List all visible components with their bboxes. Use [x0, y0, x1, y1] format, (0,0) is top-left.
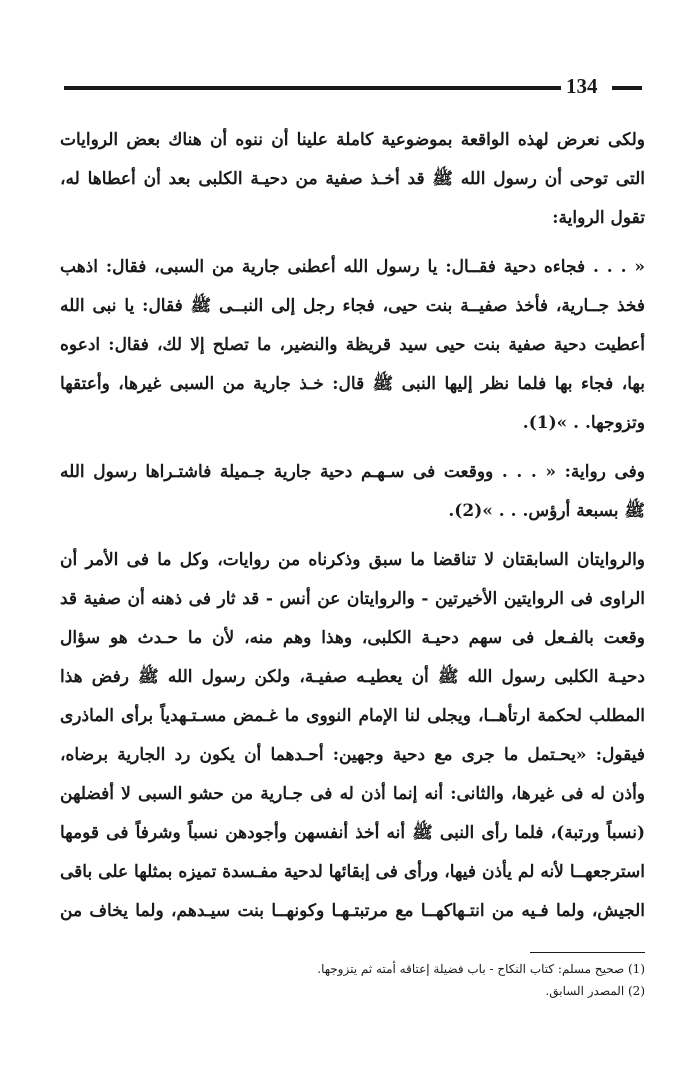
text-line: أعطيت دحية صفية بنت حيى سيد قريظة والنضير، ما تصلح إلا لك، فقال: ادعوه	[60, 335, 645, 355]
text-line: تقول الرواية:	[552, 208, 645, 228]
text-line: بها، فجاء بها فلما نظر إليها النبى ﷺ قال: خـذ جارية من السبى غيرها، وأعتقها	[60, 374, 645, 394]
paragraph-intro	[60, 121, 645, 238]
text-line: ﷺ بسبعة أرؤس. . . »(2).	[448, 501, 645, 521]
footnotes	[60, 958, 645, 1002]
text-line: الجيش، ولما فـيه من انتـهاكهــا مع مرتبتـهـا وكونهــا بنت سيـدهم، ولما يخاف من	[60, 901, 645, 921]
text-line: والروايتان السابقتان لا تناقضا ما سبق وذكرناه من روايات، وكل ما فى الأمر أن	[60, 550, 645, 570]
footnote-1: (1) صحيح مسلم: كتاب النكاح - باب فضيلة إعتاقه أمته ثم يتزوجها.	[317, 962, 645, 976]
text-line: الراوى فى الروايتين الأخيرتين - والروايتان عن أنس - قد ثار فى ذهنه أن صفية قد	[60, 589, 645, 609]
text-line: فيقول: «يحـتمل ما جرى مع دحية وجهين: أحـدهما أن يكون رد الجارية برضاه،	[60, 745, 645, 765]
main-text	[60, 121, 645, 931]
text-line: (نسباً ورتبة)، فلما رأى النبى ﷺ أنه أخذ أنفسهن وأجودهن نسباً وشرفاً فى قومها	[60, 823, 645, 843]
text-line: استرجعهــا لأنه لم يأذن فيها، ورأى فى إبقائها لدحية مفـسدة تميزه بمثلها على باقى	[60, 862, 645, 882]
text-line: ولكى نعرض لهذه الواقعة بموضوعية كاملة علينا أن ننوه أن هناك بعض الروايات	[60, 130, 645, 150]
text-line: التى توحى أن رسول الله ﷺ قد أخـذ صفية من دحيـة الكلبى بعد أن أعطاها له،	[60, 169, 645, 189]
text-line: المطلب لحكمة ارتأهــا، ويجلى لنا الإمام النووى ما غـمض مسـتـهدياً برأى الماذرى	[60, 706, 645, 726]
text-line: دحيـة الكلبى رسول الله ﷺ أن يعطيـه صفيـة، ولكن رسول الله ﷺ رفض هذا	[60, 667, 645, 687]
text-line: وأذن له فى غيرها، والثانى: أنه إنما أذن له فى جـارية من حشو السبى لا أفضلهن	[60, 784, 645, 804]
header-rule-left	[64, 86, 561, 90]
paragraph-quote-1	[60, 248, 645, 443]
page-number: 134	[566, 74, 598, 98]
header-rule-right	[612, 86, 642, 90]
paragraph-quote-2	[60, 453, 645, 531]
paragraph-discussion	[60, 541, 645, 931]
text-line: وفى رواية: « . . . ووقعت فى سـهـم دحية جارية جـميلة فاشتـراها رسول الله	[60, 462, 645, 482]
text-line: « . . . فجاءه دحية فقــال: يا رسول الله أعطنى جارية من السبى، فقال: اذهب	[60, 257, 645, 277]
text-line: فخذ جــارية، فأخذ صفيــة بنت حيى، فجاء رجل إلى النبــى ﷺ فقال: يا نبى الله	[60, 296, 645, 316]
footnote-divider	[530, 952, 645, 953]
text-line: وقعت بالفـعل فى سهم دحيـة الكلبى، وهذا وهم منه، لأن ما حـدث هو سؤال	[60, 628, 645, 648]
text-line: وتزوجها. . »(1).	[522, 413, 645, 433]
footnote-2: (2) المصدر السابق.	[545, 984, 645, 998]
